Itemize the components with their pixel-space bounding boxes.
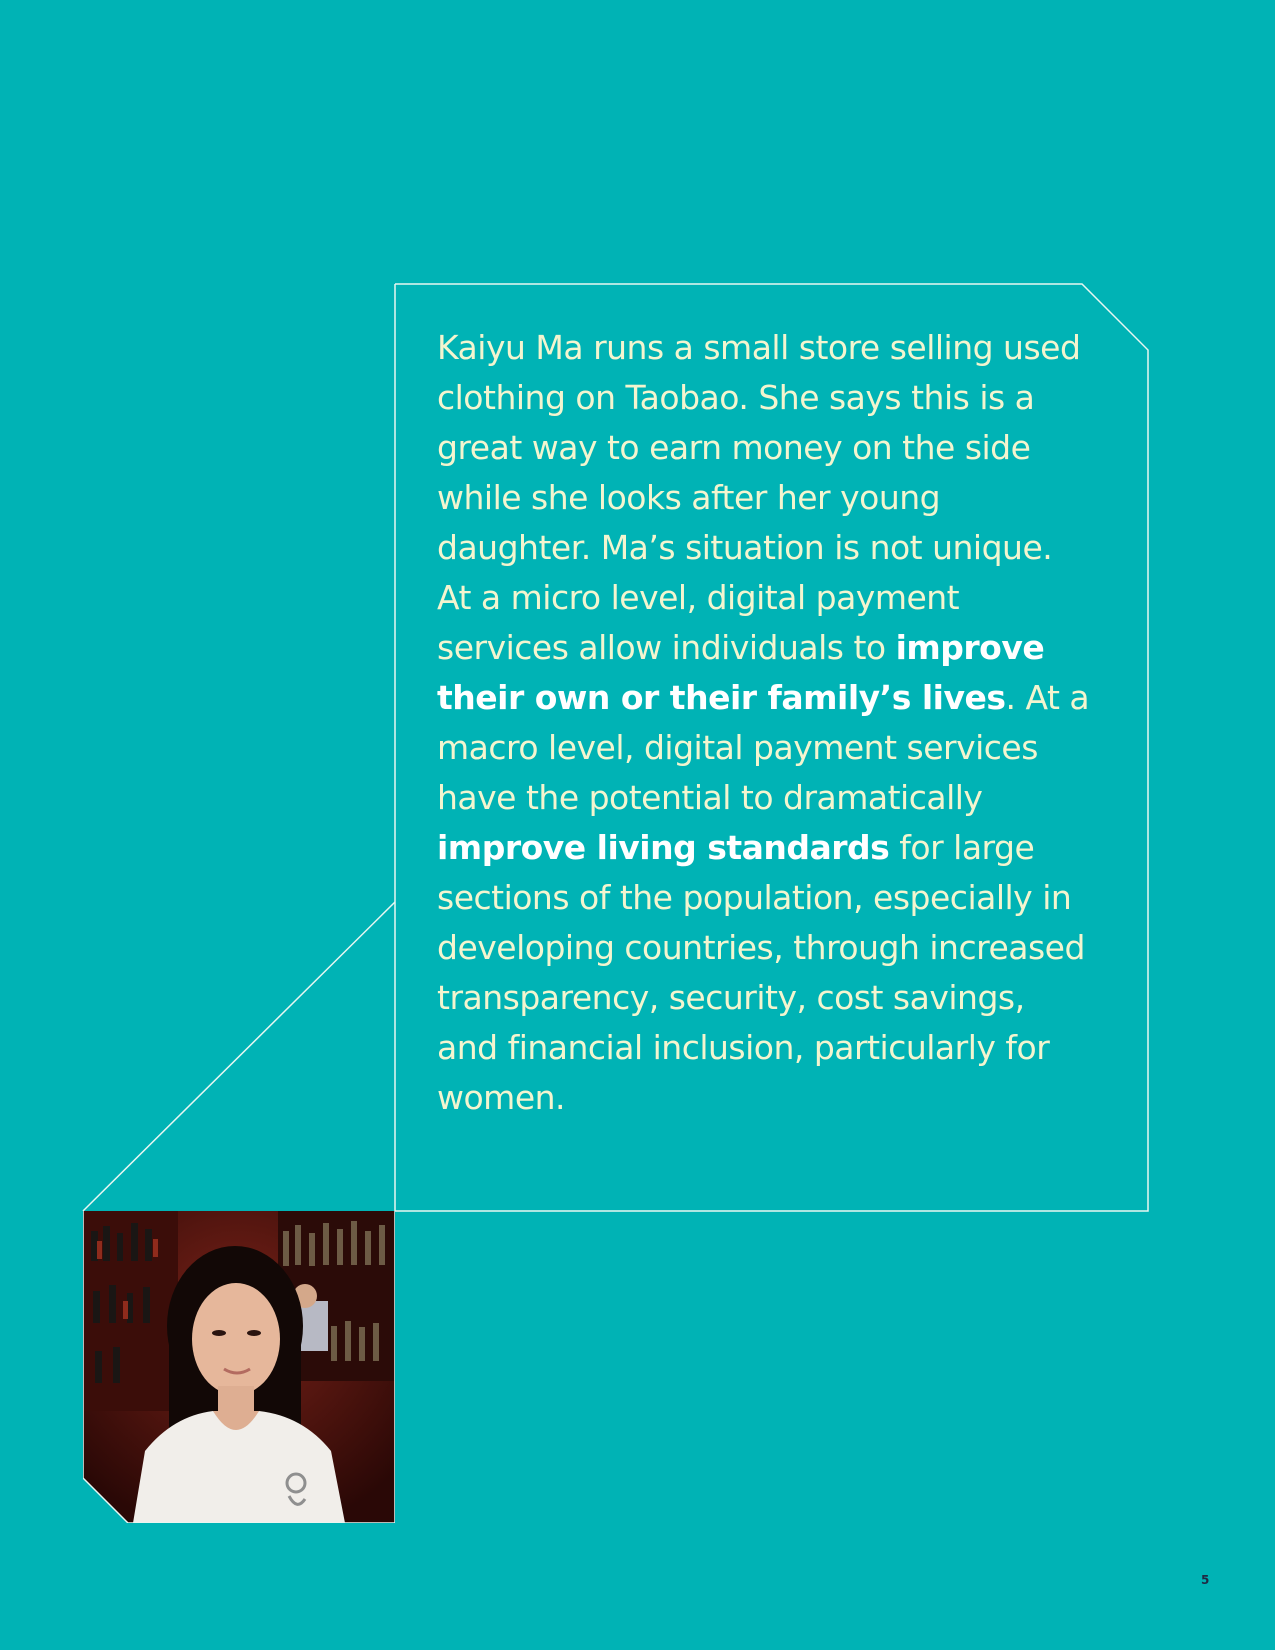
callout-pointer-line	[83, 902, 395, 1211]
quote-emphasis-family-lives: improve their own or their family’s lives	[437, 628, 1045, 717]
quote-paragraph	[437, 323, 1092, 1123]
quote-emphasis-living-standards: improve living standards	[437, 828, 890, 867]
page-number: 5	[1201, 1573, 1210, 1587]
quote-middle-text: . At a macro level, digital payment services have the potential to dramatically	[437, 678, 1090, 817]
portrait-photo	[83, 1211, 395, 1523]
quote-intro-text: Kaiyu Ma runs a small store selling used clothing on Taobao. She says this is a great way to earn money on the side while she looks after her young daughter. Ma’s situation is not unique. At a micro level, digital payment services allow individuals to	[437, 328, 1081, 667]
quote-closing-text: for large sections of the population, especially in developing countries, through increased transparency, security, cost savings, and financial inclusion, particularly for women.	[437, 828, 1085, 1117]
